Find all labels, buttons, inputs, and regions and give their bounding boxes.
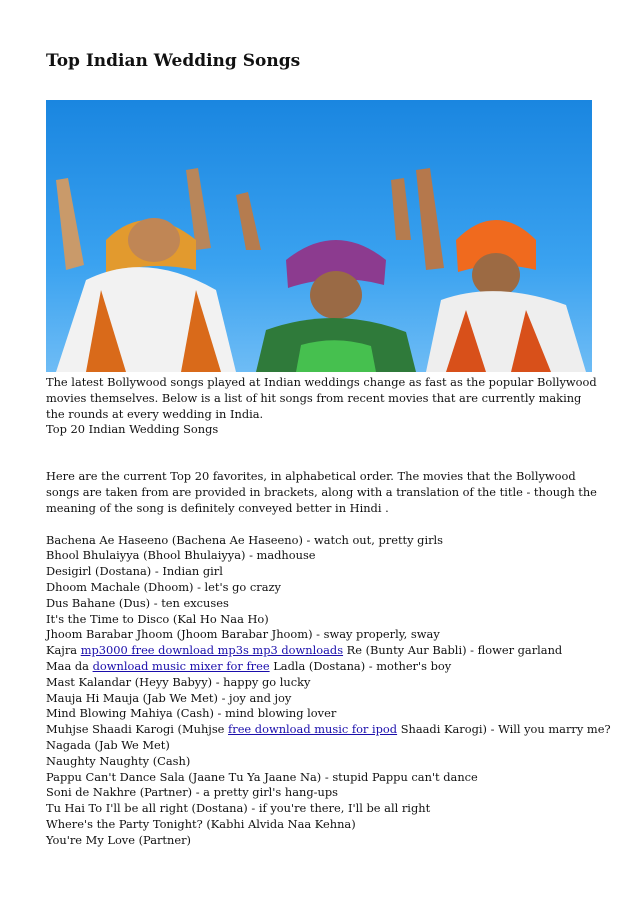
song-list bbox=[46, 532, 611, 849]
list-item: Nagada (Jab We Met) bbox=[46, 737, 170, 752]
list-item: You're My Love (Partner) bbox=[46, 832, 191, 847]
list-item: Jhoom Barabar Jhoom (Jhoom Barabar Jhoom) - sway properly, sway bbox=[46, 627, 440, 642]
ipod-music-download-link[interactable]: free download music for ipod bbox=[228, 722, 398, 737]
list-item: Where's the Party Tonight? (Kabhi Alvida Naa Kehna) bbox=[46, 816, 356, 831]
list-item: Maa da download music mixer for free Ladla (Dostana) - mother's boy bbox=[46, 658, 452, 673]
list-item: Naughty Naughty (Cash) bbox=[46, 753, 191, 768]
spacer bbox=[46, 438, 598, 469]
list-item: Muhjse Shaadi Karogi (Muhjse free download music for ipod Shaadi Karogi) - Will you marry me? bbox=[46, 722, 611, 737]
list-item: Soni de Nakhre (Partner) - a pretty girl's hang-ups bbox=[46, 785, 338, 800]
intro-paragraph: The latest Bollywood songs played at Indian weddings change as fast as the popular Bollywood movies themselves. Below is a list of hit songs from recent movies that are currently making the rounds at every wedding in India. bbox=[46, 375, 597, 421]
list-item: Bhool Bhulaiyya (Bhool Bhulaiyya) - madhouse bbox=[46, 548, 316, 563]
spacer bbox=[46, 517, 598, 533]
second-paragraph: Here are the current Top 20 favorites, in alphabetical order. The movies that the Bollywood songs are taken from are provided in brackets, along with a translation of the title - though the meaning of the song is definitely conveyed better in Hindi . bbox=[46, 469, 597, 515]
list-item: Mast Kalandar (Heyy Babyy) - happy go lucky bbox=[46, 674, 311, 689]
list-item: Desigirl (Dostana) - Indian girl bbox=[46, 564, 223, 579]
list-item: Bachena Ae Haseeno (Bachena Ae Haseeno) - watch out, pretty girls bbox=[46, 532, 444, 547]
subheading: Top 20 Indian Wedding Songs bbox=[46, 422, 219, 437]
list-item: Dus Bahane (Dus) - ten excuses bbox=[46, 595, 229, 610]
list-item: Kajra mp3000 free download mp3s mp3 downloads Re (Bunty Aur Babli) - flower garland bbox=[46, 643, 563, 658]
list-item: Dhoom Machale (Dhoom) - let's go crazy bbox=[46, 579, 281, 594]
list-item: Mind Blowing Mahiya (Cash) - mind blowing lover bbox=[46, 706, 337, 721]
bhangra-dancers-photo bbox=[46, 100, 592, 372]
page-title: Top Indian Wedding Songs bbox=[46, 51, 301, 71]
article-body bbox=[46, 375, 611, 849]
mp3000-download-link[interactable]: mp3000 free download mp3s mp3 downloads bbox=[80, 643, 344, 658]
music-mixer-download-link[interactable]: download music mixer for free bbox=[92, 658, 270, 673]
list-item: It's the Time to Disco (Kal Ho Naa Ho) bbox=[46, 611, 269, 626]
list-item: Mauja Hi Mauja (Jab We Met) - joy and joy bbox=[46, 690, 292, 705]
list-item: Tu Hai To I'll be all right (Dostana) - if you're there, I'll be all right bbox=[46, 801, 431, 816]
list-item: Pappu Can't Dance Sala (Jaane Tu Ya Jaane Na) - stupid Pappu can't dance bbox=[46, 769, 478, 784]
